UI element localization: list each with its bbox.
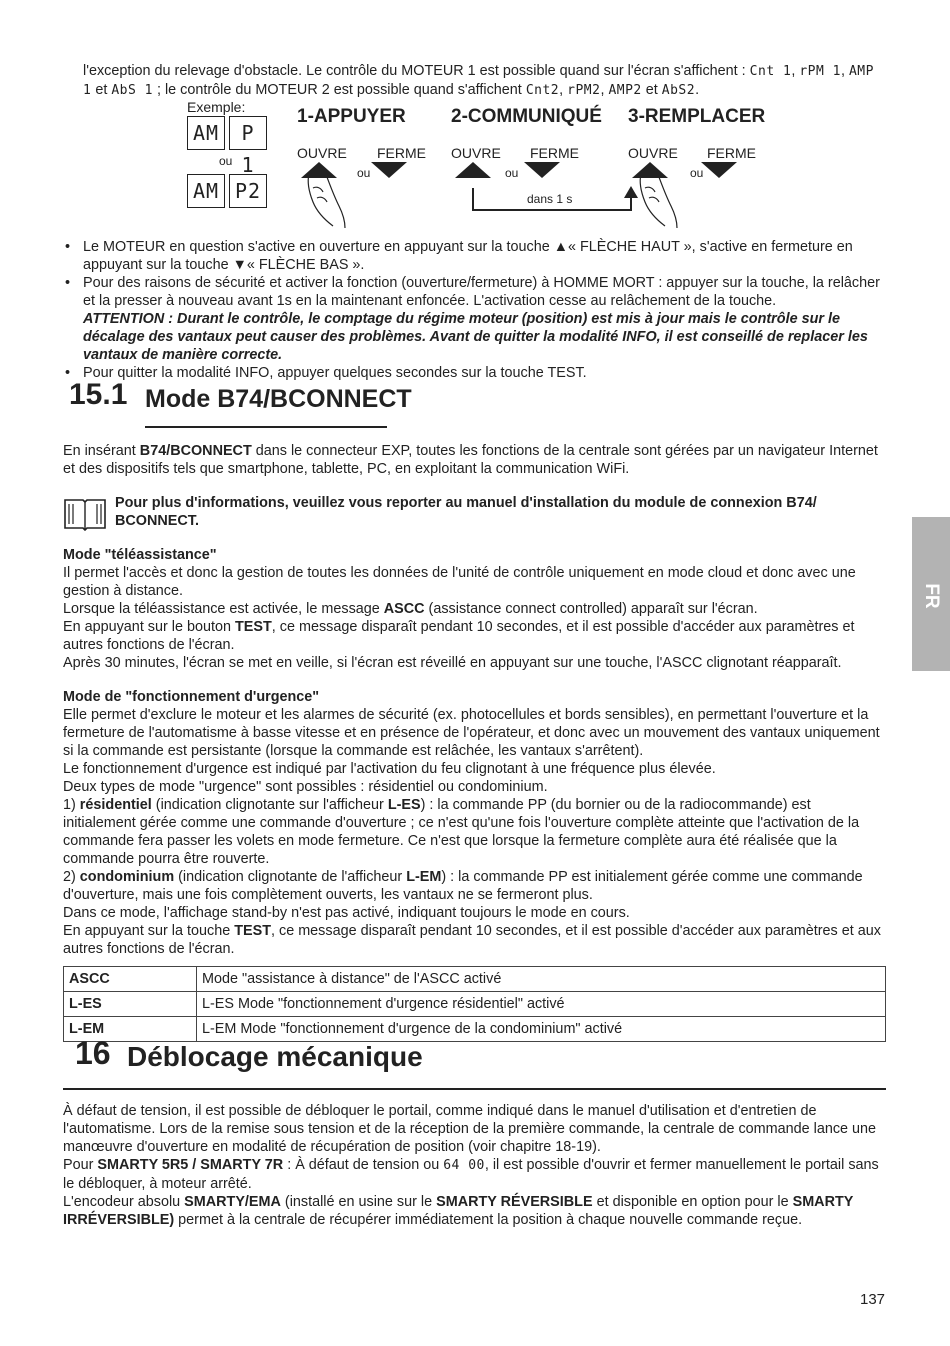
separator: , — [600, 82, 609, 98]
intro-paragraph — [63, 62, 886, 100]
bold-text: TEST — [235, 619, 272, 635]
page-number: 137 — [860, 1291, 886, 1308]
description-cell: L-ES Mode "fonctionnement d'urgence résidentiel" activé — [197, 992, 886, 1017]
or-label: ou — [690, 166, 704, 180]
display-code: AbS2 — [661, 83, 696, 98]
bullet-text: Pour quitter la modalité INFO, appuyer quelques secondes sur la touche TEST. — [83, 365, 587, 381]
bold-text: SMARTY/EMA — [184, 1194, 281, 1210]
bold-text: B74/BCONNECT — [139, 443, 252, 459]
bold-text: TEST — [234, 923, 271, 939]
up-triangle-icon: ▲ — [553, 239, 568, 255]
bullet-list — [63, 238, 886, 382]
separator: . — [695, 82, 700, 98]
heading-underline — [63, 1088, 886, 1090]
description-cell: L-EM Mode "fonctionnement d'urgence de la condominium" activé — [197, 1017, 886, 1042]
bullet-text: Le MOTEUR en question s'active en ouverture en appuyant sur la touche — [83, 239, 554, 255]
up-arrow-icon — [455, 162, 491, 178]
text: (indication clignotante sur l'afficheur — [151, 797, 388, 813]
down-triangle-icon: ▼ — [232, 257, 247, 273]
paragraph: Après 30 minutes, l'écran se met en veille, si l'écran est réveillé en appuyant sur une touche, l'ASCC clignotant réapparaît. — [63, 655, 842, 671]
bold-text: L-ES — [387, 797, 421, 813]
step-2-title: 2-COMMUNIQUÉ — [451, 106, 602, 127]
motor-control-diagram — [183, 99, 886, 232]
text: (installé en usine sur le — [280, 1194, 437, 1210]
separator: , — [791, 63, 800, 79]
display-code: AbS 1 — [111, 83, 153, 98]
intro-text: ; le contrôle du MOTEUR 2 est possible quand s'affichent — [152, 82, 526, 98]
display-codes-table — [63, 966, 886, 1042]
bullet-text: « FLÈCHE BAS ». — [246, 257, 365, 273]
paragraph — [63, 600, 886, 618]
display-code: Cnt 1 — [749, 64, 792, 79]
list-item — [63, 364, 886, 382]
up-arrow-icon — [301, 162, 337, 178]
subheading-teleassistance: Mode "téléassistance" — [63, 547, 217, 563]
paragraph — [63, 922, 886, 958]
text: dans le connecteur EXP, toutes les fonctions de la centrale sont gérées par un navigateur Internet et des dispositifs tels que smartphone, tablette, PC, en exploitant la communication WiFi. — [63, 443, 878, 477]
paragraph — [63, 442, 886, 478]
lcd-digit-group: AM — [187, 116, 225, 150]
section-title: Mode B74/BCONNECT — [145, 385, 412, 413]
heading-underline — [145, 426, 387, 428]
display-code: rPM 1 — [799, 64, 841, 79]
paragraph — [63, 796, 886, 868]
code-cell: L-ES — [64, 992, 197, 1017]
diagram-graphics — [183, 102, 823, 232]
down-arrow-icon — [371, 162, 407, 178]
down-arrow-icon — [524, 162, 560, 178]
paragraph — [63, 618, 886, 654]
open-label: OUVRE — [451, 145, 501, 161]
paragraph: Deux types de mode "urgence" sont possibles : résidentiel ou condominium. — [63, 779, 548, 795]
code-cell: L-EM — [64, 1017, 197, 1042]
manual-book-icon — [63, 494, 107, 532]
code-cell: ASCC — [64, 967, 197, 992]
or-label: ou — [219, 154, 233, 168]
section-title: Déblocage mécanique — [127, 1041, 423, 1072]
table-row — [64, 1017, 886, 1042]
display-code: Cnt2 — [525, 83, 560, 98]
separator: et — [91, 82, 112, 98]
paragraph — [63, 1193, 886, 1229]
list-item — [63, 274, 886, 364]
separator: , — [840, 63, 845, 79]
paragraph: Il permet l'accès et donc la gestion de toutes les données de l'unité de contrôle uniquement en mode cloud et donc avec une gestion à distance. — [63, 565, 856, 599]
info-note — [63, 494, 886, 532]
arrow-up-icon — [624, 186, 638, 198]
text: ) : la commande PP (du bornier ou de la radiocommande) est initialement gérée comme une commande d'ouverture ; ce n'est qu'une fois l'ouverture complète atteinte que l'activation de la commande fera passer les volets en mode fermeture. Ce n'est que lorsque la fermeture complète aura été réalisée que la commande pourra être rouverte. — [63, 797, 860, 867]
list-item — [63, 238, 886, 274]
table-row — [64, 967, 886, 992]
or-label: ou — [505, 166, 519, 180]
language-label: FR — [921, 583, 942, 609]
bullet-text: « FLÈCHE HAUT », s'active en fermeture en appuyant sur la touche — [83, 239, 853, 273]
intro-text: l'exception du relevage d'obstacle. Le contrôle du MOTEUR 1 est possible quand sur l'écran s'affichent : — [83, 63, 750, 79]
text: et disponible en option pour le — [592, 1194, 793, 1210]
bold-text: ASCC — [383, 601, 425, 617]
language-tab — [912, 517, 950, 671]
section-number: 16 — [75, 1035, 111, 1071]
table-row — [64, 992, 886, 1017]
open-label: OUVRE — [297, 145, 347, 161]
or-label: ou — [357, 166, 371, 180]
bold-text: SMARTY 5R5 / SMARTY 7R — [97, 1157, 284, 1173]
text: permet à la centrale de récupérer immédiatement la position à chaque nouvelle commande reçue. — [174, 1212, 803, 1228]
pressing-finger-icon — [308, 172, 345, 228]
text: Pour — [63, 1157, 98, 1173]
up-arrow-icon — [632, 162, 668, 178]
close-label: FERME — [530, 145, 579, 161]
bold-text: condominium — [79, 869, 175, 885]
text: En appuyant sur le bouton — [63, 619, 236, 635]
paragraph: Le fonctionnement d'urgence est indiqué par l'activation du feu clignotant à une fréquence plus élevée. — [63, 761, 716, 777]
text: En appuyant sur la touche — [63, 923, 235, 939]
text: ) : la commande PP est initialement gérée comme une commande d'ouverture, mais une fois complètement ouverts, les vantaux ne se fermeront plus. — [63, 869, 863, 903]
close-label: FERME — [377, 145, 426, 161]
paragraph: Dans ce mode, l'affichage stand-by n'est pas activé, indiquant toujours le mode en cours. — [63, 905, 630, 921]
note-text: Pour plus d'informations, veuillez vous reporter au manuel d'installation du module de connexion B74/ BCONNECT. — [115, 495, 817, 529]
paragraph — [63, 1156, 886, 1193]
display-code: AMP2 — [608, 83, 642, 98]
step-1-title: 1-APPUYER — [297, 106, 406, 127]
paragraph: À défaut de tension, il est possible de débloquer le portail, comme indiqué dans le manuel d'utilisation et d'entretien de l'automatisme. Lors de la remise sous tension et de la réception de la première commande, la centrale de commande lance une manœuvre d'ouverture en modalité de récupération de position (voir chapitre 18-19). — [63, 1103, 877, 1155]
step-3-title: 3-REMPLACER — [628, 106, 766, 127]
example-label: Exemple: — [187, 99, 246, 115]
separator: , — [559, 82, 568, 98]
warning-text: ATTENTION : Durant le contrôle, le comptage du régime moteur (position) est mis à jour mais le contrôle sur le décalage des vantaux peut causer des problèmes. Avant de quitter la modalité INFO, il est conseillé de replacer les vantaux de manière correcte. — [83, 311, 868, 363]
text: 1) — [63, 797, 80, 813]
delay-label: dans 1 s — [527, 192, 573, 206]
bold-text: SMARTY IRRÉVERSIBLE) — [63, 1194, 854, 1228]
text: (indication clignotante de l'afficheur — [174, 869, 407, 885]
text: : À défaut de tension ou — [283, 1157, 444, 1173]
display-code: rPM2 — [567, 83, 601, 98]
close-label: FERME — [707, 145, 756, 161]
description-cell: Mode "assistance à distance" de l'ASCC activé — [197, 967, 886, 992]
section-heading-15-1 — [63, 378, 886, 432]
pressing-finger-icon — [640, 172, 677, 228]
text: , ce message disparaît pendant 10 secondes, et il est possible d'accéder aux paramètres et autres fonctions de l'écran. — [63, 619, 855, 653]
subheading-emergency: Mode de "fonctionnement d'urgence" — [63, 689, 320, 705]
text: L'encodeur absolu — [63, 1194, 185, 1210]
paragraph: Elle permet d'exclure le moteur et les alarmes de sécurité (ex. photocellules et bords sensibles), en permettant l'ouverture et la fermeture de l'automatisme à basse vitesse et en présence de l'opérateur, et donc avec un mouvement des vantaux uniquement si la commande est persistante (lorsque la commande est relâchée, les vantaux s'arrêtent). — [63, 707, 880, 759]
bold-text: SMARTY RÉVERSIBLE — [436, 1194, 593, 1210]
down-arrow-icon — [701, 162, 737, 178]
section-heading-16 — [63, 1035, 886, 1094]
text: En insérant — [63, 443, 140, 459]
text: , ce message disparaît pendant 10 secondes, et il est possible d'accéder aux paramètres et aux autres fonctions de l'écran. — [63, 923, 881, 957]
open-label: OUVRE — [628, 145, 678, 161]
bold-text: résidentiel — [79, 797, 152, 813]
lcd-digit-group: AM — [187, 174, 225, 208]
text: Lorsque la téléassistance est activée, le message — [63, 601, 384, 617]
text: , il est possible d'ouvrir et fermer manuellement le portail sans le débloquer, à moteur arrêté. — [63, 1157, 879, 1192]
bold-text: L-EM — [406, 869, 442, 885]
section-number: 15.1 — [69, 378, 128, 411]
display-code: AMP 1 — [83, 64, 874, 98]
lcd-digit-group: P2 — [229, 174, 267, 208]
paragraph — [63, 868, 886, 904]
separator: et — [641, 82, 662, 98]
bullet-text: Pour des raisons de sécurité et activer la fonction (ouverture/fermeture) à HOMME MORT : appuyer sur la touche, la relâcher et la presser à nouveau avant 1s en la maintenant enfoncée. L'activation cesse au relâchement de la touche. — [83, 275, 880, 309]
text: 2) — [63, 869, 80, 885]
display-code: 64 00 — [443, 1158, 485, 1173]
text: (assistance connect controlled) apparaît sur l'écran. — [424, 601, 758, 617]
page-content — [63, 62, 886, 1229]
lcd-digit-group: P 1 — [229, 116, 267, 150]
